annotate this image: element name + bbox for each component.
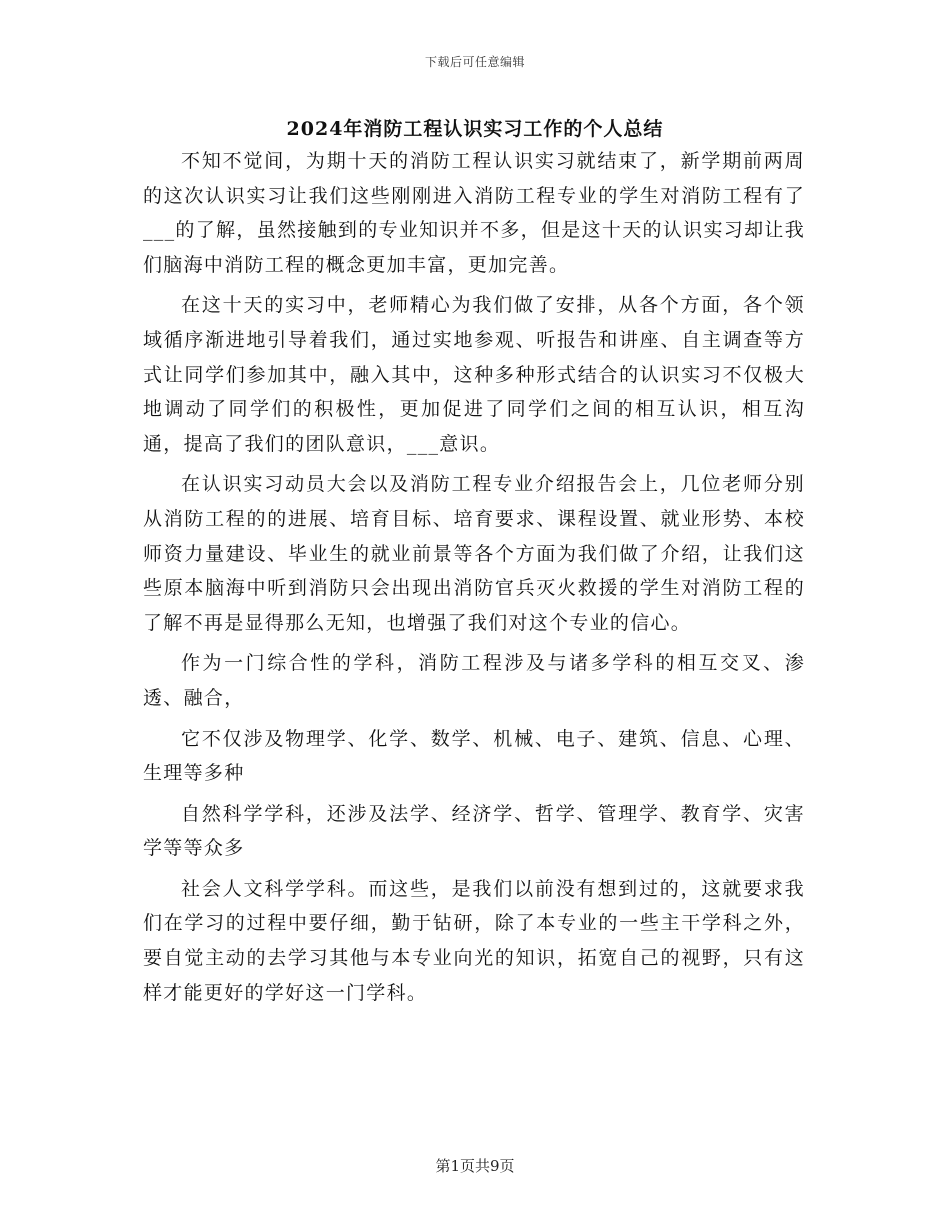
- document-title: 2024年消防工程认识实习工作的个人总结: [286, 118, 664, 140]
- page-header-note: 下载后可任意编辑: [424, 55, 525, 69]
- paragraph-4: 作为一门综合性的学科，消防工程涉及与诸多学科的相互交叉、渗透、融合，: [143, 652, 805, 709]
- document-body: [143, 144, 805, 1016]
- paragraph-7: 社会人文科学学科。而这些，是我们以前没有想到过的，这就要求我们在学习的过程中要仔细，勤于钻研，除了本专业的一些主干学科之外，要自觉主动的去学习其他与本专业向光的知识，拓宽自己的视野，只有这样才能更好的学好这一门学科。: [143, 877, 805, 1004]
- paragraph-1: 不知不觉间，为期十天的消防工程认识实习就结束了，新学期前两周的这次认识实习让我们这些刚刚进入消防工程专业的学生对消防工程有了___的了解，虽然接触到的专业知识并不多，但是这十天的认识实习却让我们脑海中消防工程的概念更加丰富，更加完善。: [143, 150, 805, 276]
- paragraph-2: 在这十天的实习中，老师精心为我们做了安排，从各个方面，各个领域循序渐进地引导着我们，通过实地参观、听报告和讲座、自主调查等方式让同学们参加其中，融入其中，这种多种形式结合的认识实习不仅极大地调动了同学们的积极性，更加促进了同学们之间的相互认识，相互沟通，提高了我们的团队意识，___意识。: [143, 294, 805, 455]
- paragraph-5: 它不仅涉及物理学、化学、数学、机械、电子、建筑、信息、心理、生理等多种: [143, 727, 805, 785]
- paragraph-6: 自然科学学科，还涉及法学、经济学、哲学、管理学、教育学、灾害学等等众多: [143, 802, 805, 860]
- paragraph-3: 在认识实习动员大会以及消防工程专业介绍报告会上，几位老师分别从消防工程的的进展、培育目标、培育要求、课程设置、就业形势、本校师资力量建设、毕业生的就业前景等各个方面为我们做了介绍，让我们这些原本脑海中听到消防只会出现出消防官兵灭火救援的学生对消防工程的了解不再是显得那么无知，也增强了我们对这个专业的信心。: [143, 473, 805, 634]
- page-number: 第1页共9页: [435, 1157, 515, 1175]
